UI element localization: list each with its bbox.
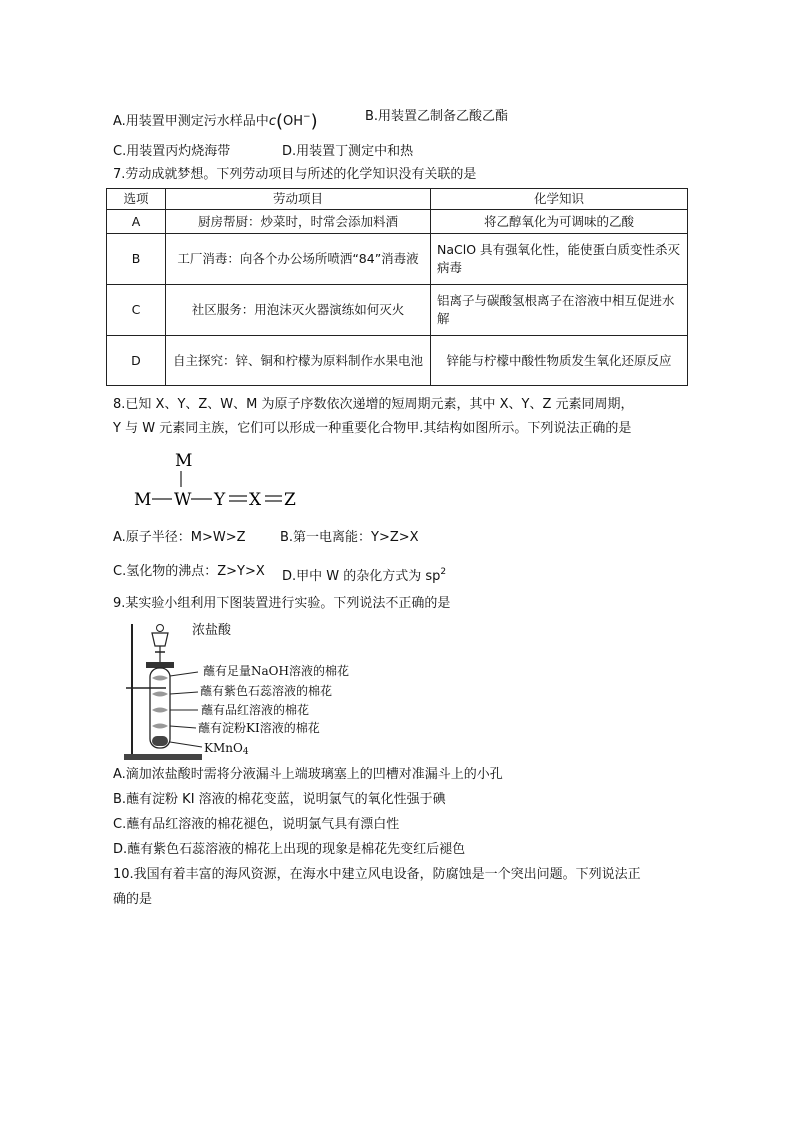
q7-row-b-option: B [107, 234, 166, 285]
q10-stem-line2: 确的是 [113, 892, 153, 907]
q6-option-a [113, 108, 318, 131]
q8-option-a: A.原子半径：M>W>Z [113, 530, 246, 545]
q6-option-a-c: c [268, 114, 276, 129]
label-cotton-magenta: 蘸有品红溶液的棉花 [201, 703, 310, 717]
q6-option-a-ion: OH [283, 114, 304, 129]
q8-stem-line1: 8.已知 X、Y、Z、W、M 为原子序数依次递增的短周期元素，其中 X、Y、Z 元素同周期， [113, 397, 634, 412]
q7-row-d-item: 自主探究：锌、铜和柠檬为原料制作水果电池 [166, 336, 431, 386]
q7-row-d-knowledge: 锌能与柠檬中酸性物质发生氧化还原反应 [431, 336, 688, 386]
label-kmno4 [204, 739, 249, 761]
cotton-litmus [152, 692, 168, 697]
q9-stem: 9.某实验小组利用下图装置进行实验。下列说法不正确的是 [113, 596, 451, 611]
q7-row-a-option: A [107, 210, 166, 234]
cotton-naoh [152, 676, 168, 681]
label-cotton-starch-ki: 蘸有淀粉KI溶液的棉花 [198, 721, 320, 735]
table-row [107, 210, 688, 234]
label-kmno4-text: KMnO [204, 741, 243, 755]
q10-stem-line1: 10.我国有着丰富的海风资源，在海水中建立风电设备，防腐蚀是一个突出问题。下列说法正 [113, 867, 641, 882]
funnel-stopper [157, 625, 164, 632]
structure-atom-w: W [174, 490, 192, 510]
table-row [107, 336, 688, 386]
table-row [107, 234, 688, 285]
q7-row-a-item: 厨房帮厨：炒菜时，时常会添加料酒 [166, 210, 431, 234]
q8-option-d-sup: 2 [440, 567, 447, 577]
q8-structure-diagram [128, 446, 308, 518]
q9-option-d: D.蘸有紫色石蕊溶液的棉花上出现的现象是棉花先变红后褪色 [113, 842, 466, 857]
pointer-line [170, 692, 198, 694]
structure-atom-x: X [249, 490, 262, 510]
label-conc-hcl: 浓盐酸 [192, 623, 232, 638]
kmno4-solid [152, 736, 168, 746]
structure-atom-m-top: M [175, 451, 193, 471]
q7-row-d-option: D [107, 336, 166, 386]
q7-stem: 7.劳动成就梦想。下列劳动项目与所述的化学知识没有关联的是 [113, 167, 477, 182]
q7-row-b-knowledge: NaClO 具有强氧化性，能使蛋白质变性杀灭病毒 [431, 234, 688, 285]
q9-option-a: A.滴加浓盐酸时需将分液漏斗上端玻璃塞上的凹槽对准漏斗上的小孔 [113, 767, 503, 782]
q6-option-b: B.用装置乙制备乙酸乙酯 [365, 109, 509, 124]
pointer-line [170, 726, 196, 728]
cotton-starch-ki [152, 724, 168, 729]
label-kmno4-sub: 4 [242, 747, 249, 757]
q6-option-c: C.用装置丙灼烧海带 [113, 144, 231, 159]
q8-option-c: C.氢化物的沸点：Z>Y>X [113, 564, 265, 579]
label-cotton-naoh: 蘸有足量NaOH溶液的棉花 [203, 664, 349, 678]
q7-header-option: 选项 [107, 189, 166, 210]
q8-option-b: B.第一电离能：Y>Z>X [280, 530, 419, 545]
q7-header-knowledge: 化学知识 [431, 189, 688, 210]
q7-row-c-option: C [107, 285, 166, 336]
cotton-magenta [152, 708, 168, 713]
q7-row-b-item: 工厂消毒：向各个办公场所喷洒“84”消毒液 [166, 234, 431, 285]
tube-stopper [146, 662, 174, 668]
q7-row-c-item: 社区服务：用泡沫灭火器演练如何灭火 [166, 285, 431, 336]
stand-base [124, 754, 202, 760]
q7-row-a-knowledge: 将乙醇氧化为可调味的乙酸 [431, 210, 688, 234]
q7-header-item: 劳动项目 [166, 189, 431, 210]
q6-option-d: D.用装置丁测定中和热 [282, 144, 414, 159]
q7-table [106, 188, 688, 386]
funnel-bulb [152, 633, 168, 646]
q8-stem-line2: Y 与 W 元素同主族，它们可以形成一种重要化合物甲.其结构如图所示。下列说法正确的是 [113, 421, 632, 436]
q6-option-a-text: A.用装置甲测定污水样品中 [113, 114, 269, 129]
pointer-line [170, 672, 198, 676]
q7-row-c-knowledge: 铝离子与碳酸氢根离子在溶液中相互促进水解 [431, 285, 688, 336]
q9-option-c: C.蘸有品红溶液的棉花褪色，说明氯气具有漂白性 [113, 817, 400, 832]
q6-option-a-charge: − [303, 112, 311, 122]
structure-atom-y: Y [214, 490, 226, 510]
structure-atom-m-left: M [134, 490, 152, 510]
table-row [107, 285, 688, 336]
label-cotton-litmus: 蘸有紫色石蕊溶液的棉花 [200, 684, 333, 698]
q6-paren-open: ( [275, 111, 283, 132]
q7-header-row [107, 189, 688, 210]
q6-paren-close: ) [310, 111, 318, 132]
structure-atom-z: Z [284, 490, 296, 510]
pointer-line [170, 742, 202, 747]
q8-option-d [282, 563, 446, 586]
q9-option-b: B.蘸有淀粉 KI 溶液的棉花变蓝，说明氯气的氧化性强于碘 [113, 792, 446, 807]
q8-option-d-text: D.甲中 W 的杂化方式为 sp [282, 569, 441, 584]
